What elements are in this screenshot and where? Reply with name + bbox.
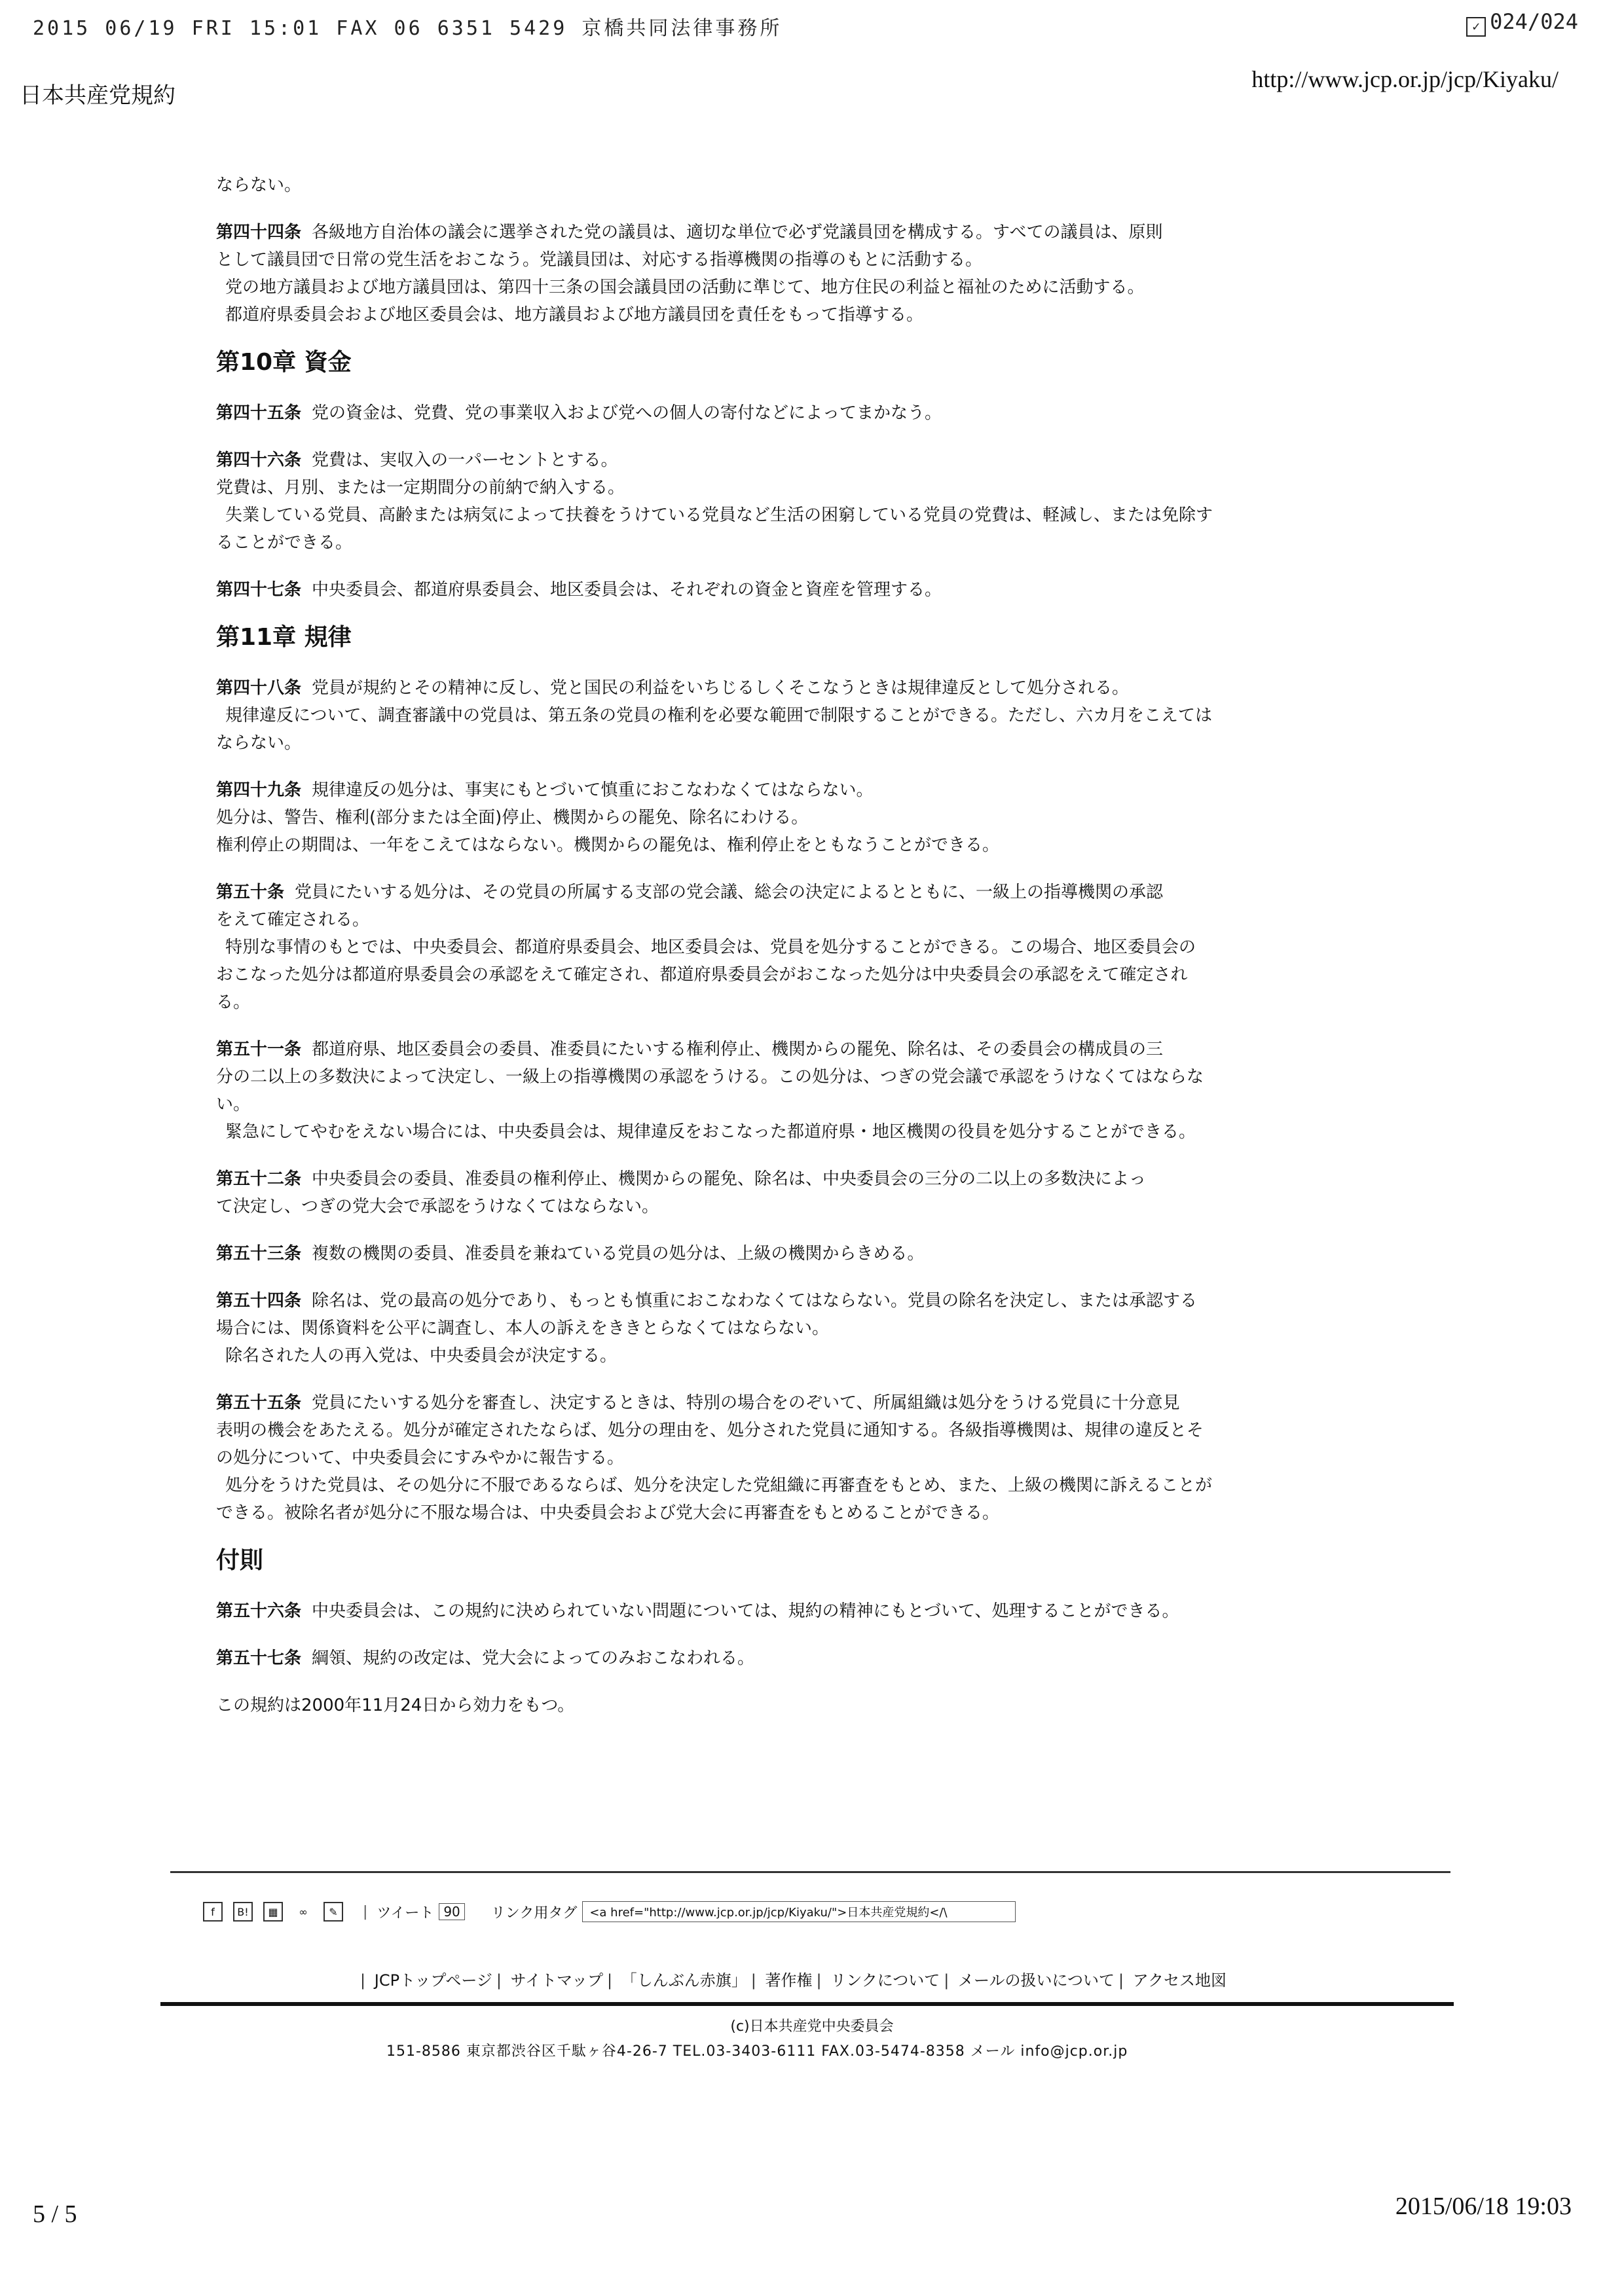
effective-date-note: この規約は2000年11月24日から効力をもつ。 (216, 1696, 575, 1715)
article-text: 都道府県委員会および地区委員会は、地方議員および地方議員団を責任をもって指導する。 (225, 305, 924, 325)
article-48 (216, 674, 1382, 757)
article-number: 第五十三条 (216, 1244, 302, 1264)
article-text: 党費は、月別、または一定期間分の前納で納入する。 (216, 478, 625, 498)
nav-link-sitemap[interactable]: サイトマップ (510, 1971, 603, 1990)
article-text: 処分は、警告、権利(部分または全面)停止、機関からの罷免、除名にわける。 (216, 808, 809, 828)
article-55 (216, 1389, 1382, 1527)
tweet-count: 90 (439, 1903, 464, 1920)
edit-icon[interactable]: ✎ (323, 1902, 343, 1922)
article-text: できる。被除名者が処分に不服な場合は、中央委員会および党大会に再審査をもとめることができる。 (216, 1503, 1000, 1523)
article-number: 第五十一条 (216, 1040, 302, 1059)
article-53 (216, 1240, 1382, 1267)
article-text: 表明の機会をあたえる。処分が確定されたならば、処分の理由を、処分された党員に通知する。各級指導機関は、規律の違反とそ (216, 1421, 1204, 1440)
article-number: 第五十二条 (216, 1169, 302, 1189)
article-text: 各級地方自治体の議会に選挙された党の議員は、適切な単位で必ず党議員団を構成する。すべての議員は、原則 (312, 223, 1163, 242)
chapter-heading: 第10章 資金 (216, 349, 352, 376)
fax-header-line: 2015 06/19 FRI 15:01 FAX 06 6351 5429 京橋共同法律事務所 (33, 17, 783, 40)
article-number: 第五十六条 (216, 1601, 302, 1621)
article-number: 第四十四条 (216, 223, 302, 242)
nav-link-mail-policy[interactable]: メールの扱いについて (957, 1971, 1115, 1990)
article-57 (216, 1645, 1382, 1672)
article-text: をえて確定される。 (216, 910, 370, 930)
article-text: 分の二以上の多数決によって決定し、一級上の指導機関の承認をうける。この処分は、つぎの党会議で承認をうけなくてはならな (216, 1067, 1204, 1087)
fax-page-number: 024/024 (1490, 9, 1578, 34)
article-text: 処分をうけた党員は、その処分に不服であるならば、処分を決定した党組織に再審査をもとめ、また、上級の機関に訴えることが (225, 1476, 1212, 1495)
article-text: ならない。 (216, 733, 302, 753)
facebook-icon[interactable]: f (203, 1902, 223, 1922)
article-number: 第四十七条 (216, 580, 302, 600)
page-url: http://www.jcp.or.jp/jcp/Kiyaku/ (1251, 66, 1559, 92)
article-text: 中央委員会は、この規約に決められていない問題については、規約の精神にもとづいて、処理することができる。 (312, 1601, 1179, 1621)
footer-divider (160, 2002, 1454, 2006)
article-text: 緊急にしてやむをえない場合には、中央委員会は、規律違反をおこなった都道府県・地区機関の役員を処分することができる。 (225, 1122, 1196, 1142)
article-47 (216, 576, 1382, 604)
article-text: 権利停止の期間は、一年をこえてはならない。機関からの罷免は、権利停止をともなうことができる。 (216, 835, 1000, 855)
document-body (216, 172, 1382, 1739)
article-text: 党員が規約とその精神に反し、党と国民の利益をいちじるしくそこなうときは規律違反として処分される。 (312, 678, 1130, 698)
nav-separator: | (816, 1971, 822, 1990)
nav-link-copyright[interactable]: 著作権 (765, 1971, 813, 1990)
fax-page-counter (1466, 9, 1578, 37)
link-icon[interactable]: ∞ (299, 1905, 308, 1918)
article-text: おこなった処分は都道府県委員会の承認をえて確定され、都道府県委員会がおこなった処分は中央委員会の承認をえて確定され (216, 965, 1188, 985)
nav-separator: | (944, 1971, 950, 1990)
article-text: 特別な事情のもとでは、中央委員会、都道府県委員会、地区委員会は、党員を処分することができる。この場合、地区委員会の (225, 938, 1196, 957)
article-number: 第四十八条 (216, 678, 302, 698)
article-text: の処分について、中央委員会にすみやかに報告する。 (216, 1448, 624, 1468)
article-number: 第五十五条 (216, 1393, 302, 1413)
article-51 (216, 1036, 1382, 1146)
article-text: として議員団で日常の党生活をおこなう。党議員団は、対応する指導機関の指導のもとに活動する。 (216, 250, 983, 270)
fax-check-icon: ✓ (1466, 17, 1486, 37)
article-text: 失業している党員、高齢または病気によって扶養をうけている党員など生活の困窮している党員の党費は、軽減し、または免除す (225, 505, 1213, 525)
article-text: ることができる。 (216, 533, 353, 553)
article-text: い。 (216, 1095, 251, 1114)
nav-separator: | (496, 1971, 502, 1990)
article-text: 除名された人の再入党は、中央委員会が決定する。 (225, 1346, 618, 1366)
nav-link-access-map[interactable]: アクセス地図 (1132, 1971, 1227, 1990)
article-text: て決定し、つぎの党大会で承認をうけなくてはならない。 (216, 1197, 659, 1216)
article-45 (216, 399, 1382, 427)
nav-separator: | (360, 1971, 366, 1990)
article-text: 中央委員会、都道府県委員会、地区委員会は、それぞれの資金と資産を管理する。 (312, 580, 942, 600)
article-number: 第五十七条 (216, 1649, 302, 1668)
article-49 (216, 776, 1382, 859)
nav-separator: | (607, 1971, 613, 1990)
print-datetime: 2015/06/18 19:03 (1395, 2193, 1572, 2220)
qr-code-icon[interactable]: ▦ (263, 1902, 283, 1922)
article-number: 第五十条 (216, 883, 285, 902)
article-56 (216, 1597, 1382, 1625)
tweet-button[interactable]: ツイート (377, 1904, 434, 1922)
page-title: 日本共産党規約 (20, 82, 175, 109)
article-text: 規律違反について、調査審議中の党員は、第五条の党員の権利を必要な範囲で制限することができる。ただし、六カ月をこえては (225, 706, 1212, 725)
print-page-number: 5 / 5 (33, 2200, 77, 2228)
paragraph: ならない。 (216, 175, 302, 195)
separator: | (363, 1903, 368, 1920)
share-bar (203, 1899, 1016, 1925)
article-text: 場合には、関係資料を公平に調査し、本人の訴えをききとらなくてはならない。 (216, 1319, 830, 1338)
article-54 (216, 1287, 1382, 1370)
article-44 (216, 219, 1382, 329)
article-text: 党員にたいする処分は、その党員の所属する支部の党会議、総会の決定によるとともに、一級上の指導機関の承認 (295, 883, 1164, 902)
article-text: 党員にたいする処分を審査し、決定するときは、特別の場合をのぞいて、所属組織は処分をうける党員に十分意見 (312, 1393, 1180, 1413)
article-text: 党の地方議員および地方議員団は、第四十三条の国会議員団の活動に準じて、地方住民の利益と福祉のために活動する。 (225, 278, 1145, 297)
article-text: 複数の機関の委員、准委員を兼ねている党員の処分は、上級の機関からきめる。 (312, 1244, 925, 1264)
link-tag-field[interactable]: <a href="http://www.jcp.or.jp/jcp/Kiyaku/">日本共産党規約</\ (582, 1901, 1016, 1922)
article-number: 第四十五条 (216, 403, 302, 423)
footer-nav (360, 1967, 1230, 1990)
hatena-bookmark-icon[interactable]: B! (233, 1902, 253, 1922)
article-text: 党の資金は、党費、党の事業収入および党への個人の寄付などによってまかなう。 (312, 403, 942, 423)
nav-link-akahata[interactable]: 「しんぶん赤旗」 (621, 1971, 747, 1990)
article-52 (216, 1165, 1382, 1220)
article-text: 綱領、規約の改定は、党大会によってのみおこなわれる。 (312, 1649, 755, 1668)
article-46 (216, 446, 1382, 556)
chapter-heading: 第11章 規律 (216, 624, 352, 651)
link-tag-label: リンク用タグ (490, 1904, 578, 1922)
nav-link-links[interactable]: リンクについて (830, 1971, 940, 1990)
article-text: 除名は、党の最高の処分であり、もっとも慎重におこなわなくてはならない。党員の除名を決定し、または承認する (312, 1291, 1198, 1311)
nav-link-jcp-top[interactable]: JCPトップページ (374, 1971, 492, 1990)
supplementary-heading: 付則 (216, 1547, 264, 1574)
article-number: 第四十九条 (216, 780, 302, 800)
article-50 (216, 879, 1382, 1016)
article-number: 第五十四条 (216, 1291, 302, 1311)
article-text: る。 (216, 993, 251, 1012)
article-text: 中央委員会の委員、准委員の権利停止、機関からの罷免、除名は、中央委員会の三分の二以上の多数決によっ (312, 1169, 1147, 1189)
article-text: 都道府県、地区委員会の委員、准委員にたいする権利停止、機関からの罷免、除名は、その委員会の構成員の三 (312, 1040, 1164, 1059)
article-text: 規律違反の処分は、事実にもとづいて慎重におこなわなくてはならない。 (312, 780, 874, 800)
divider (170, 1871, 1450, 1873)
address-text: 151-8586 東京都渋谷区千駄ヶ谷4-26-7 TEL.03-3403-6111 FAX.03-5474-8358 メール info@jcp.or.jp (386, 2043, 1128, 2060)
copyright-text: (c)日本共産党中央委員会 (730, 2018, 894, 2035)
nav-separator: | (1118, 1971, 1124, 1990)
article-number: 第四十六条 (216, 450, 302, 470)
nav-separator: | (750, 1971, 756, 1990)
article-text: 党費は、実収入の一パーセントとする。 (312, 450, 618, 470)
